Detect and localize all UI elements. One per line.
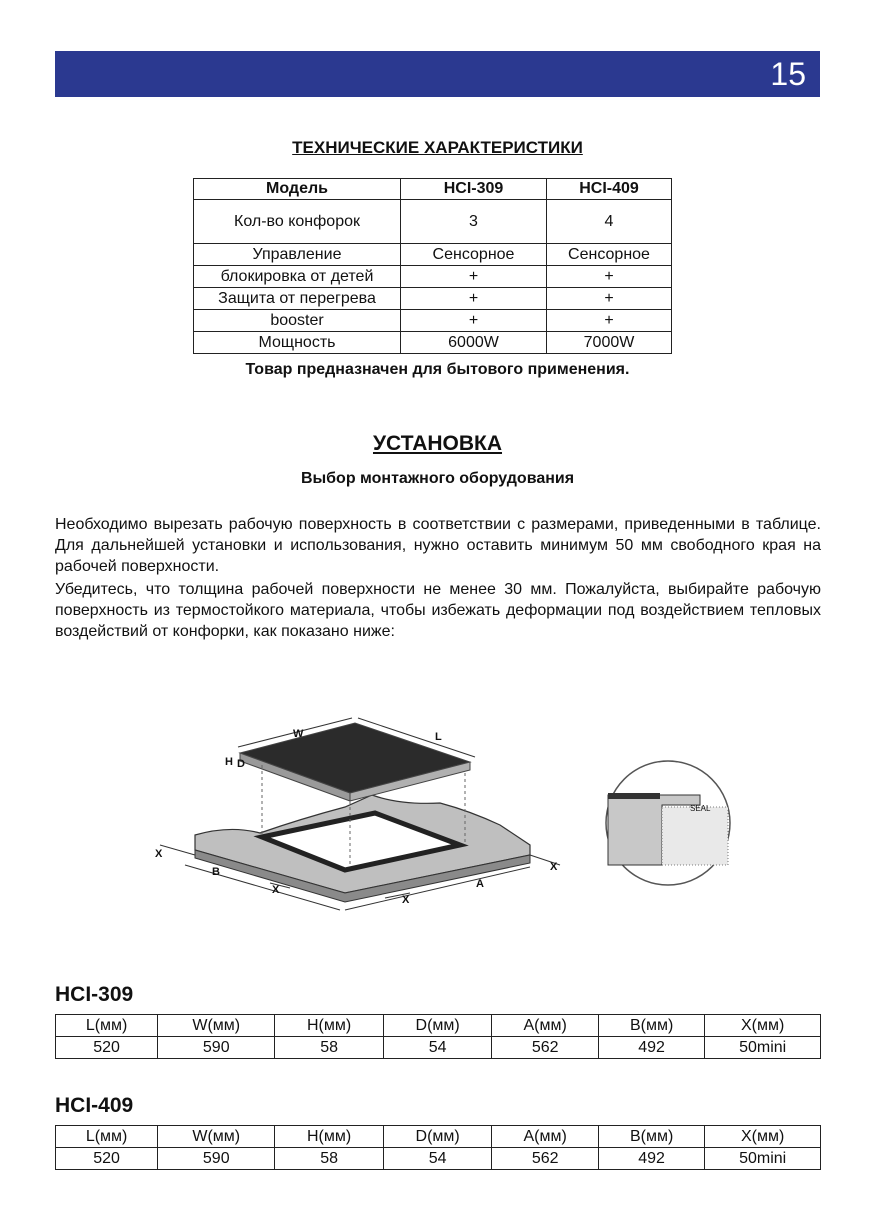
label-h: H xyxy=(225,756,233,768)
label-x-left: X xyxy=(155,848,163,860)
table-row xyxy=(56,1037,821,1059)
install-title: УСТАНОВКА xyxy=(372,432,503,455)
install-subtitle: Выбор монтажного оборудования xyxy=(300,470,575,487)
table-cell: Кол-во конфорок xyxy=(194,200,401,244)
table-cell: Сенсорное xyxy=(401,244,547,266)
table-cell: 50mini xyxy=(705,1148,821,1170)
label-a: A xyxy=(476,878,484,890)
header-cell: H(мм) xyxy=(275,1015,384,1037)
table-cell: 58 xyxy=(275,1148,384,1170)
table-cell: 562 xyxy=(492,1037,598,1059)
table-row xyxy=(194,244,672,266)
table-cell: 590 xyxy=(158,1037,275,1059)
table-row xyxy=(194,288,672,310)
table-cell: 562 xyxy=(492,1148,598,1170)
specs-table xyxy=(193,178,672,354)
table-cell: 6000W xyxy=(401,332,547,354)
table-cell: 58 xyxy=(275,1037,384,1059)
specs-title: ТЕХНИЧЕСКИЕ ХАРАКТЕРИСТИКИ xyxy=(292,138,583,157)
header-cell: X(мм) xyxy=(705,1015,821,1037)
header-cell: D(мм) xyxy=(383,1126,492,1148)
model-title-309: HCI-309 xyxy=(55,983,134,1006)
table-header-row xyxy=(56,1015,821,1037)
install-paragraph-2: Убедитесь, что толщина рабочей поверхности не менее 30 мм. Пожалуйста, выбирайте рабочую поверхность из термостойкого материала, чтобы избежать деформации под воздействием тепловых воздействий от конфорки, как показано ниже: xyxy=(55,581,821,640)
label-d: D xyxy=(237,758,245,770)
install-paragraph-1: Необходимо вырезать рабочую поверхность в соответствии с размерами, приведенными в таблице. Для дальнейшей установки и использования, нужно оставить минимум 50 мм свободного края на рабочей поверхности. xyxy=(55,516,821,575)
table-cell: 590 xyxy=(158,1148,275,1170)
table-cell: 492 xyxy=(598,1037,704,1059)
table-cell: Защита от перегрева xyxy=(194,288,401,310)
installation-diagram xyxy=(0,715,875,945)
table-cell: Сенсорное xyxy=(547,244,672,266)
header-bar xyxy=(55,51,820,97)
label-x-bottom: X xyxy=(272,884,280,896)
table-cell: Управление xyxy=(194,244,401,266)
table-header-row xyxy=(56,1126,821,1148)
header-cell: A(мм) xyxy=(492,1015,598,1037)
table-cell: + xyxy=(547,266,672,288)
label-l: L xyxy=(435,731,442,743)
dimensions-table-409 xyxy=(55,1125,821,1170)
header-cell: W(мм) xyxy=(158,1015,275,1037)
table-cell: 520 xyxy=(56,1037,158,1059)
header-cell: A(мм) xyxy=(492,1126,598,1148)
table-row xyxy=(194,200,672,244)
page-number: 15 xyxy=(770,56,806,92)
header-cell: Модель xyxy=(194,179,401,200)
header-cell: D(мм) xyxy=(383,1015,492,1037)
table-cell: 7000W xyxy=(547,332,672,354)
table-cell: 50mini xyxy=(705,1037,821,1059)
table-row xyxy=(194,310,672,332)
seal-detail-circle xyxy=(606,761,730,885)
label-w: W xyxy=(293,728,304,740)
model-title-409: HCI-409 xyxy=(55,1094,134,1117)
table-cell: 4 xyxy=(547,200,672,244)
table-cell: booster xyxy=(194,310,401,332)
table-cell: 492 xyxy=(598,1148,704,1170)
table-row xyxy=(194,332,672,354)
table-cell: + xyxy=(401,288,547,310)
header-cell: W(мм) xyxy=(158,1126,275,1148)
seal-label: SEAL xyxy=(690,804,711,813)
table-header-row xyxy=(194,179,672,200)
header-cell: X(мм) xyxy=(705,1126,821,1148)
label-x-right: X xyxy=(550,861,558,873)
table-cell: + xyxy=(401,266,547,288)
table-cell: 3 xyxy=(401,200,547,244)
header-cell: HCI-309 xyxy=(401,179,547,200)
table-cell: 520 xyxy=(56,1148,158,1170)
table-cell: блокировка от детей xyxy=(194,266,401,288)
table-cell: + xyxy=(547,288,672,310)
table-cell: 54 xyxy=(383,1148,492,1170)
table-cell: Мощность xyxy=(194,332,401,354)
header-cell: B(мм) xyxy=(598,1126,704,1148)
header-cell: L(мм) xyxy=(56,1126,158,1148)
table-row xyxy=(194,266,672,288)
header-cell: L(мм) xyxy=(56,1015,158,1037)
header-cell: HCI-409 xyxy=(547,179,672,200)
dimensions-table-309 xyxy=(55,1014,821,1059)
table-row xyxy=(56,1148,821,1170)
header-cell: H(мм) xyxy=(275,1126,384,1148)
header-cell: B(мм) xyxy=(598,1015,704,1037)
table-cell: 54 xyxy=(383,1037,492,1059)
label-x-bottom-right: X xyxy=(402,894,410,906)
table-cell: + xyxy=(547,310,672,332)
label-b: B xyxy=(212,866,220,878)
household-use-note: Товар предназначен для бытового применения. xyxy=(245,361,630,378)
table-cell: + xyxy=(401,310,547,332)
